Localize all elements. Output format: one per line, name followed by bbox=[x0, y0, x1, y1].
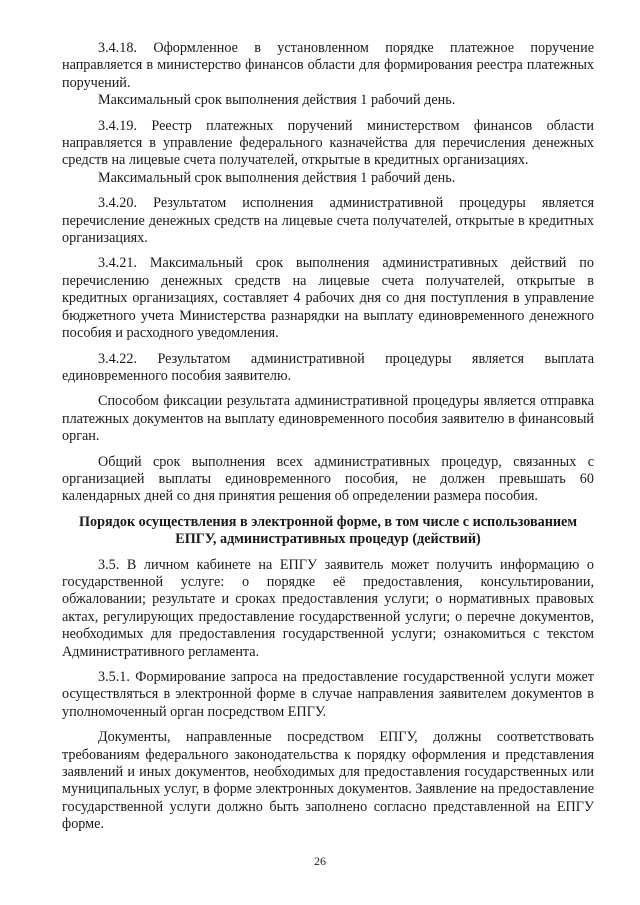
paragraph-3-4-18: 3.4.18. Оформленное в установленном порядке платежное поручение направляется в министерство финансов области для формирования реестра платежных поручений. bbox=[62, 40, 594, 91]
paragraph-3-5: 3.5. В личном кабинете на ЕПГУ заявитель может получить информацию о государственной услуге: о порядке её предоставления, консультировании, обжаловании; результате и сроках предоставления услуги; о нормативных правовых актах, регулирующих предоставление государственной услуги; о перечне документов, необходимых для предоставления государственной услуги; ознакомиться с текстом Административного регламента. bbox=[62, 556, 594, 660]
page-number: 26 bbox=[314, 854, 326, 868]
paragraph-3-4-21: 3.4.21. Максимальный срок выполнения административных действий по перечислению денежных средств на лицевые счета получателей, открытые в кредитных организациях, составляет 4 рабочих дня со дня поступления в управление бюджетного учета Министерства разнарядки на выплату единовременного денежного пособия и расходного уведомления. bbox=[62, 255, 594, 342]
section-heading: Порядок осуществления в электронной форме, в том числе с использованием ЕПГУ, административных процедур (действий) bbox=[78, 513, 578, 548]
paragraph-deadline-2: Максимальный срок выполнения действия 1 рабочий день. bbox=[98, 169, 456, 186]
paragraph-3-4-22: 3.4.22. Результатом административной процедуры является выплата единовременного пособия заявителю. bbox=[62, 350, 594, 384]
paragraph-fixation: Способом фиксации результата административной процедуры является отправка платежных документов на выплату единовременного пособия заявителю в финансовый орган. bbox=[62, 393, 594, 445]
paragraph-documents-epgu: Документы, направленные посредством ЕПГУ, должны соответствовать требованиям федерального законодательства к порядку оформления и представления заявлений и иных документов, необходимых для предоставления государственных или муниципальных услуг, в форме электронных документов. Заявление на предоставление государственной услуги должно быть заполнено согласно представленной на ЕПГУ форме. bbox=[62, 729, 594, 833]
paragraph-3-4-19: 3.4.19. Реестр платежных поручений министерством финансов области направляется в управление федерального казначейства для перечисления денежных средств на лицевые счета получателей, открытые в кредитных организациях. bbox=[62, 117, 594, 169]
paragraph-deadline-1: Максимальный срок выполнения действия 1 рабочий день. bbox=[98, 92, 456, 109]
paragraph-3-4-20: 3.4.20. Результатом исполнения административной процедуры является перечисление денежных средств на лицевые счета получателей, открытые в кредитных организациях. bbox=[62, 195, 594, 247]
paragraph-3-5-1: 3.5.1. Формирование запроса на предоставление государственной услуги может осуществляться в электронной форме в случае направления заявителем документов в уполномоченный орган посредством ЕПГУ. bbox=[62, 669, 594, 720]
document-page bbox=[62, 40, 594, 834]
paragraph-total-term: Общий срок выполнения всех административных процедур, связанных с организацией выплаты единовременного пособия, не должен превышать 60 календарных дней со дня принятия решения об определении размера пособия. bbox=[62, 453, 594, 505]
